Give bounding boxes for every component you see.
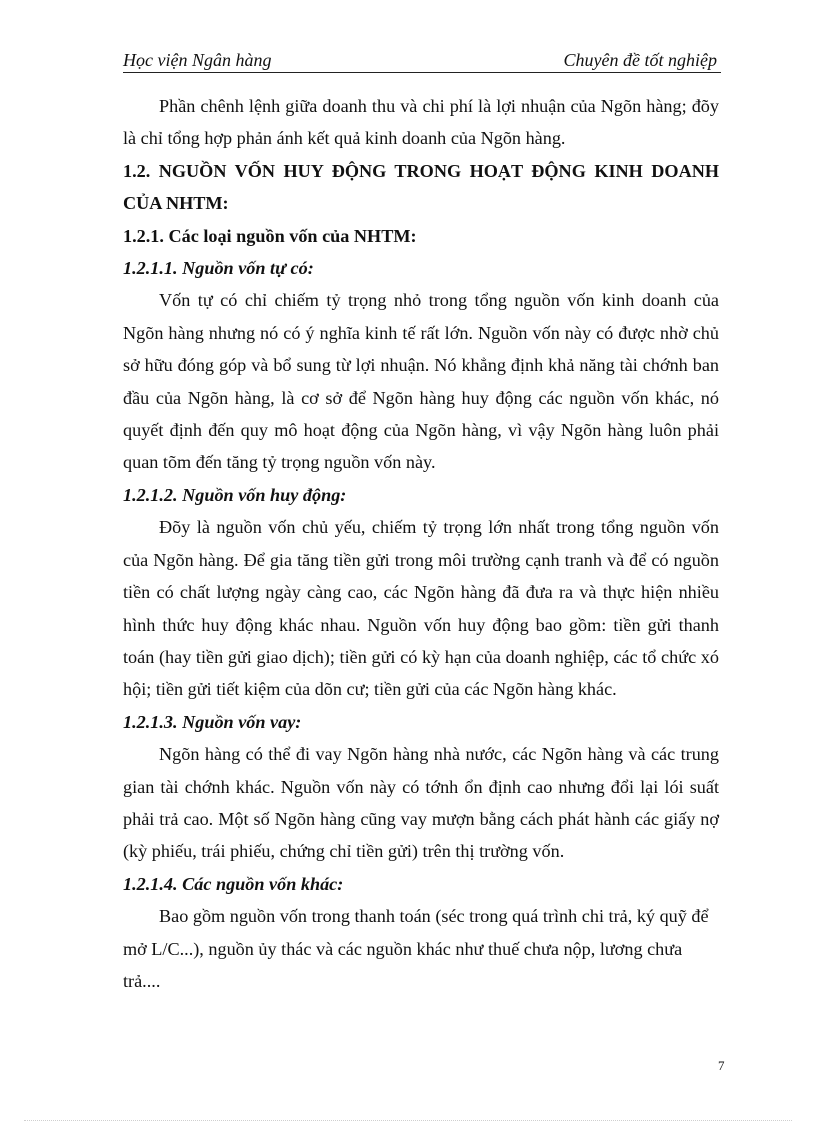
header-institution: Học viện Ngân hàng (123, 50, 272, 70)
subsection-heading-1-2-1-1: 1.2.1.1. Nguồn vốn tự có: (123, 258, 314, 279)
page-number: 7 (718, 1058, 725, 1073)
paragraph-borrowed-capital: Ngõn hàng có thể đi vay Ngõn hàng nhà nước, các Ngõn hàng và các trung gian tài chớnh khác. Nguồn vốn này có tớnh ổn định cao nhưng đổi lại lói suất phải trả cao. Một số Ngõn hàng cũng vay mượn bằng cách phát hành các giấy nợ (kỳ phiếu, trái phiếu, chứng chỉ tiền gửi) trên thị trường vốn. (123, 744, 719, 862)
paragraph-mobilized-capital: Đõy là nguồn vốn chủ yếu, chiếm tỷ trọng lớn nhất trong tổng nguồn vốn của Ngõn hàng. Để gia tăng tiền gửi trong môi trường cạnh tranh và để có nguồn tiền có chất lượng ngày càng cao, các Ngõn hàng đã đưa ra và thực hiện nhiều hình thức huy động khác nhau. Nguồn vốn huy động bao gồm: tiền gửi thanh toán (hay tiền gửi giao dịch); tiền gửi có kỳ hạn của doanh nghiệp, các tổ chức xó hội; tiền gửi tiết kiệm của dõn cư; tiền gửi của các Ngõn hàng khác. (123, 517, 719, 700)
subsection-heading-1-2-1-2: 1.2.1.2. Nguồn vốn huy động: (123, 484, 347, 505)
subsection-heading-1-2-1-3: 1.2.1.3. Nguồn vốn vay: (123, 711, 302, 732)
section-heading-1-2: 1.2. NGUỒN VỐN HUY ĐỘNG TRONG HOẠT ĐỘNG KINH DOANH CỦA NHTM: (123, 160, 719, 214)
page-body (123, 90, 719, 997)
section-heading-1-2-1: 1.2.1. Các loại nguồn vốn của NHTM: (123, 225, 417, 246)
header-document-type: Chuyên đề tốt nghiệp (563, 50, 717, 70)
subsection-heading-1-2-1-4: 1.2.1.4. Các nguồn vốn khác: (123, 873, 344, 894)
paragraph-own-capital: Vốn tự có chỉ chiếm tỷ trọng nhỏ trong tổng nguồn vốn kinh doanh của Ngõn hàng nhưng nó có ý nghĩa kinh tế rất lớn. Nguồn vốn này có được nhờ chủ sở hữu đóng góp và bổ sung từ lợi nhuận. Nó khẳng định khả năng tài chớnh ban đầu của Ngõn hàng, là cơ sở để Ngõn hàng huy động các nguồn vốn khác, nó quyết định đến quy mô hoạt động của Ngõn hàng, vì vậy Ngõn hàng luôn phải quan tõm đến tăng tỷ trọng nguồn vốn này. (123, 290, 719, 473)
page-header (123, 48, 721, 73)
paragraph-other-capital: Bao gồm nguồn vốn trong thanh toán (séc trong quá trình chi trả, ký quỹ để mở L/C...), nguồn ủy thác và các nguồn khác như thuế chưa nộp, lương chưa trả.... (123, 906, 709, 991)
paragraph-profit-definition: Phần chênh lệnh giữa doanh thu và chi phí là lợi nhuận của Ngõn hàng; đõy là chỉ tổng hợp phản ánh kết quả kinh doanh của Ngõn hàng. (123, 96, 719, 149)
page-bottom-divider (24, 1120, 792, 1121)
